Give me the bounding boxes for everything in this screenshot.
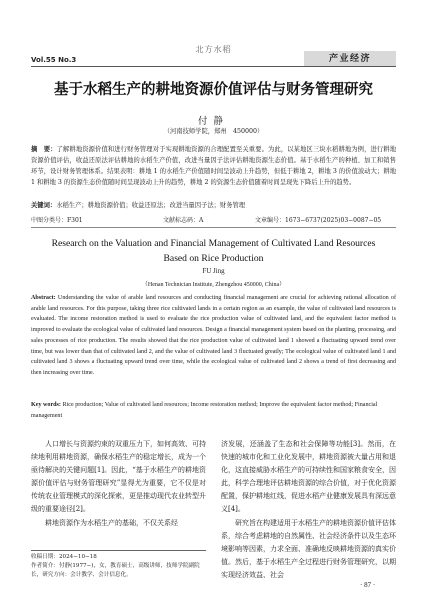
english-author: FU Jing [202, 267, 225, 275]
chinese-affiliation: （河南技师学院，郑州 450000） [163, 128, 264, 135]
chinese-keywords-text: 水稻生产；耕地资源价值；收益还原法；改进当量因子法；财务管理 [56, 202, 246, 209]
author-bio: 作者简介：付静(1977−)，女，教育硕士，高级讲师，技师学院副院长，研究方向：会计教学、会计信息化。 [31, 563, 200, 578]
chinese-abstract-text: 了解耕地资源价值和进行财务管理对于实现耕地资源的合理配置至关重要。为此，以某地区三块水稻耕地为例，进行耕地资源价值评估，收益还原法评估耕地的水稻生产价值，改进当量因子法评估耕地资源生态价值。基于水稻生产的种植、加工和销售环节，设计财务管理体系。结果表明：耕地 1 的水稻生产价值随时间呈波动上升趋势，但低于耕地 2，耕地 3 的价值波动大；耕地 1 和耕地 3 的资源生态价值随时间呈现波动上升的趋势，耕地 2 的资源生态价值随着时间呈现先下降后上升的趋势。 [31, 146, 397, 186]
footnote-rule [31, 550, 206, 551]
body-column-right [221, 438, 396, 582]
body-column-left [31, 438, 206, 530]
body-paragraph: 济发展，还涵盖了生态和社会保障等功能[3]。然而，在快速的城市化和工业化发展中，耕地资源被大量占用和退化，这直接威胁水稻生产的可持续性和国家粮食安全，因此，科学合理地评估耕地资源的综合价值，对于优化资源配置，保护耕地红线，促进水稻产业健康发展具有深远意义[4]。 [221, 440, 396, 514]
body-paragraph: 人口增长与资源约束的双重压力下，如何高效、可持续地利用耕地资源，确保水稻生产的稳定增长，成为一个亟待解决的关键问题[1]。因此，“基于水稻生产的耕地资源价值评估与财务管理研究”显得尤为重要，它不仅是对传统农业管理模式的深化探索，更是推动现代农业转型升级的重要途径[2]。 [31, 440, 206, 514]
page-number: · 87 · [360, 581, 376, 589]
english-keywords-label: Key words: [31, 402, 61, 408]
english-abstract-label: Abstract: [31, 295, 56, 301]
section-divider [31, 227, 396, 228]
footnote [31, 550, 206, 580]
received-date: 收稿日期：2024−10−18 [31, 554, 97, 560]
chinese-keywords [31, 200, 396, 209]
journal-name: 北方水稻 [195, 45, 232, 54]
classification-row [31, 215, 396, 224]
volume-label: Vol.55 No.3 [31, 56, 77, 64]
section-badge: 产业经济 [304, 51, 396, 67]
document-code: 文献标志码：A [163, 217, 204, 224]
body-paragraph: 耕地资源作为水稻生产的基础，不仅关系经 [45, 518, 178, 527]
chinese-keywords-label: 关键词： [31, 202, 57, 209]
article-number: 文章编号：1673−6737(2025)03−0087−05 [255, 217, 382, 224]
english-title: Research on the Valuation and Financial Management of Cultivated Land Resources Based on Rice Production [51, 238, 376, 264]
english-abstract [31, 293, 396, 379]
header-rule [31, 66, 396, 67]
body-paragraph: 研究旨在构建适用于水稻生产的耕地资源价值评估体系，综合考虑耕地的自然属性、社会经济条件以及生态环境影响等因素，力求全面、准确地反映耕地资源的真实价值。然后，基于水稻生产全过程进行财务管理研究，以期实现经济效益、社会 [221, 518, 396, 579]
english-keywords [31, 400, 396, 421]
clc-number: 中图分类号：F301 [31, 217, 83, 224]
chinese-author: 付静 [197, 116, 229, 127]
chinese-title: 基于水稻生产的耕地资源价值评估与财务管理研究 [54, 82, 373, 98]
english-keywords-text: Rice production; Value of cultivated land resources; Income restoration method; Improve the equivalent factor method; Financial management [31, 402, 378, 419]
running-header [0, 14, 427, 64]
chinese-abstract [31, 144, 396, 188]
english-affiliation: （Henan Technician Institute, Zhengzhou 450000, China） [141, 282, 286, 288]
english-abstract-text: Understanding the value of arable land resources and conducting financial management are crucial for achieving rational allocation of arable land resources. For this purpose, taking three rice cultivated lands in a certain region as an example, the value of cultivated land resources is evaluated. The income restoration method is used to evaluate the rice production value of cultivated land, and the equivalent factor method is improved to evaluate the ecological value of cultivated land resources. Design a financial management system based on the planting, processing, and sales processes of rice production. The results showed that the rice production value of cultivated land 1 showed a fluctuating upward trend over time, but was lower than that of cultivated land 2, and the value of cultivated land 3 fluctuated greatly; The ecological value of cultivated land 1 and cultivated land 3 shows a fluctuating upward trend over time, while the ecological value of cultivated land 2 shows a trend of first decreasing and then increasing over time. [31, 295, 396, 376]
chinese-abstract-label: 摘 要： [31, 146, 57, 153]
